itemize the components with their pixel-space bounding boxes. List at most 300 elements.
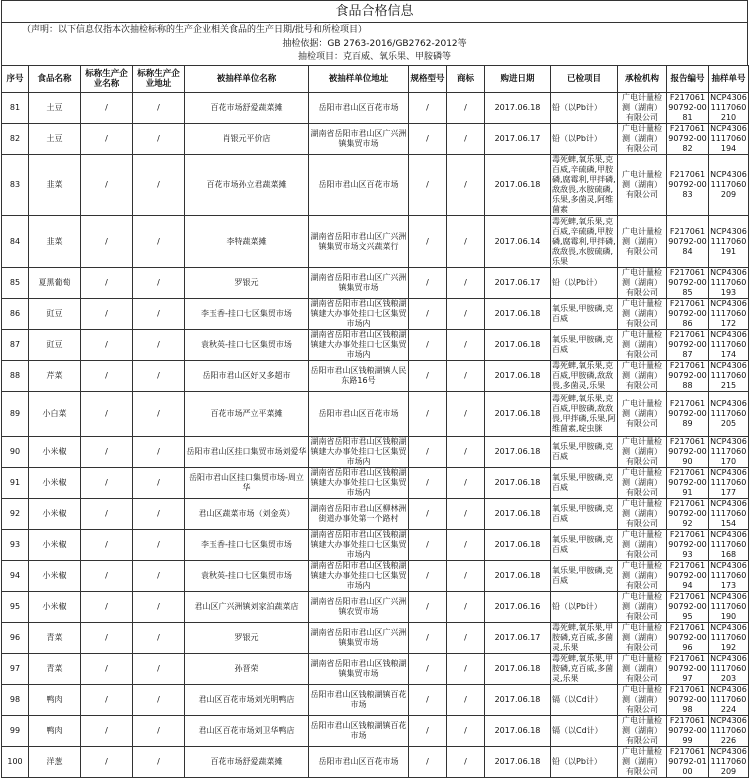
cell-unit: 君山区百花市场刘光明鸭店: [185, 685, 309, 716]
cell-unit-addr: 岳阳市君山区钱粮湖镇百花市场: [309, 716, 409, 747]
cell-mfr-addr: /: [133, 685, 185, 716]
cell-mfr-addr: /: [133, 93, 185, 124]
table-row: [2, 93, 749, 124]
cell-brand: /: [447, 685, 485, 716]
cell-unit: 孙晋荣: [185, 654, 309, 685]
cell-unit-addr: 岳阳市君山区百花市场: [309, 747, 409, 778]
cell-brand: /: [447, 299, 485, 330]
cell-date: 2017.06.18: [485, 299, 551, 330]
cell-report: F21706190792-0092: [668, 499, 707, 528]
cell-brand: /: [447, 268, 485, 299]
cell-food: 土豆: [29, 93, 81, 124]
cell-items: 氧乐果,甲胺磷,克百威: [551, 437, 618, 468]
cell-unit: 岳阳市君山区好又多超市: [185, 361, 309, 392]
cell-unit-addr: 湖南省岳阳市君山区钱粮湖镇建大办事处挂口七区集贸市场内: [310, 330, 407, 359]
cell-brand: /: [447, 216, 485, 268]
cell-sample: NCP43061117060194: [710, 124, 747, 153]
cell-unit-addr: 岳阳市君山区钱粮湖镇百花市场: [309, 685, 409, 716]
table-row: [2, 216, 749, 268]
cell-sample: NCP43061117060173: [710, 561, 747, 590]
cell-sample: NCP43061117060172: [710, 299, 747, 328]
cell-no: 91: [2, 468, 29, 499]
cell-report: F21706190792-0090: [668, 437, 707, 466]
cell-items: 镉（以Cd计）: [551, 685, 618, 716]
col-header: 商标: [447, 66, 485, 93]
cell-lab: 广电计量检测（湖南）有限公司: [618, 268, 667, 299]
cell-items: 铅（以Pb计）: [551, 268, 618, 299]
cell-no: 81: [2, 93, 29, 124]
cell-report: F21706190792-0095: [668, 592, 707, 621]
cell-items: 铅（以Pb计）: [551, 592, 618, 623]
cell-mfr-addr: /: [133, 654, 185, 685]
cell-unit: 袁秋英-挂口七区集贸市场: [185, 330, 309, 361]
cell-no: 94: [2, 561, 29, 592]
cell-unit: 罗银元: [185, 623, 309, 654]
cell-unit-addr: 岳阳市君山区百花市场: [309, 392, 409, 437]
table-row: [2, 654, 749, 685]
cell-mfr: /: [81, 654, 133, 685]
cell-report: F21706190792-0097: [668, 654, 707, 683]
cell-mfr-addr: /: [133, 437, 185, 468]
cell-items: 镉（以Cd计）: [551, 716, 618, 747]
cell-sample: NCP43061117060154: [710, 499, 747, 528]
cell-unit: 李玉香-挂口七区集贸市场: [185, 299, 309, 330]
cell-spec: /: [409, 468, 447, 499]
cell-no: 89: [2, 392, 29, 437]
cell-unit-addr: 湖南省岳阳市君山区柳林洲街道办事处第一个路村: [309, 499, 409, 530]
cell-unit: 袁秋英-挂口七区集贸市场: [185, 561, 309, 592]
cell-unit: 肖银元平价店: [185, 124, 309, 155]
page-title: 食品合格信息: [1, 0, 748, 22]
cell-spec: /: [409, 437, 447, 468]
cell-unit-addr: 湖南省岳阳市君山区钱粮湖镇集贸市场: [309, 654, 409, 685]
cell-mfr: /: [81, 685, 133, 716]
cell-lab: 广电计量检测（湖南）有限公司: [618, 592, 667, 623]
cell-food: 青菜: [29, 623, 81, 654]
cell-mfr-addr: /: [133, 392, 185, 437]
cell-unit-addr: 湖南省岳阳市君山区广兴洲镇集贸市场文兴蔬菜行: [309, 216, 409, 268]
cell-brand: /: [447, 530, 485, 561]
table-row: [2, 499, 749, 530]
cell-lab: 广电计量检测（湖南）有限公司: [618, 747, 667, 778]
cell-date: 2017.06.18: [485, 747, 551, 778]
cell-mfr-addr: /: [133, 747, 185, 778]
cell-date: 2017.06.18: [485, 716, 551, 747]
col-header: 承检机构: [618, 66, 667, 93]
cell-mfr: /: [81, 561, 133, 592]
cell-date: 2017.06.18: [485, 361, 551, 392]
disclaimer-note: （声明：以下信息仅指本次抽检标称的生产企业相关食品的生产日期/批号和所检项目）: [1, 22, 748, 37]
col-header: 被抽样单位名称: [185, 66, 309, 93]
cell-no: 88: [2, 361, 29, 392]
cell-items: 毒死蜱,氧乐果,克百威,辛硫磷,甲胺磷,腐霉利,甲拌磷,敌敌畏,水胺硫磷,乐果,多菌灵,阿维菌素: [552, 155, 616, 214]
table-row: [2, 685, 749, 716]
cell-mfr: /: [81, 268, 133, 299]
cell-sample: NCP43061117060191: [709, 216, 749, 268]
cell-brand: /: [447, 561, 485, 592]
cell-mfr: /: [81, 93, 133, 124]
cell-no: 85: [2, 268, 29, 299]
cell-date: 2017.06.18: [485, 468, 551, 499]
cell-spec: /: [409, 299, 447, 330]
cell-sample: NCP43061117060203: [710, 654, 747, 683]
cell-spec: /: [409, 623, 447, 654]
cell-items: 毒死蜱,氧乐果,克百威,甲胺磷,敌敌畏,多菌灵,乐果: [551, 361, 618, 392]
cell-food: 鸭肉: [29, 685, 81, 716]
cell-lab: 广电计量检测（湖南）有限公司: [618, 530, 667, 561]
cell-sample: NCP43061117060224: [710, 685, 747, 714]
cell-mfr: /: [81, 468, 133, 499]
cell-spec: /: [409, 716, 447, 747]
cell-date: 2017.06.17: [485, 268, 551, 299]
cell-sample: NCP43061117060209: [710, 747, 747, 776]
cell-unit-addr: 岳阳市君山区百花市场: [309, 93, 409, 124]
cell-spec: /: [409, 499, 447, 530]
cell-mfr-addr: /: [133, 468, 185, 499]
cell-report: F21706190792-0099: [668, 716, 707, 745]
cell-unit-addr: 湖南省岳阳市君山区广兴洲镇农贸市场: [309, 592, 409, 623]
cell-spec: /: [409, 93, 447, 124]
cell-food: 小米椒: [29, 592, 81, 623]
table-row: [2, 268, 749, 299]
cell-food: 青菜: [29, 654, 81, 685]
cell-mfr-addr: /: [133, 299, 185, 330]
results-table: [1, 65, 749, 778]
cell-brand: /: [447, 623, 485, 654]
cell-brand: /: [447, 468, 485, 499]
cell-items: 氧乐果,甲胺磷,克百威: [551, 499, 618, 530]
cell-date: 2017.06.17: [485, 124, 551, 155]
cell-lab: 广电计量检测（湖南）有限公司: [618, 330, 667, 361]
cell-unit: 君山区蔬菜市场（刘金英）: [185, 499, 309, 530]
cell-report: F21706190792-0094: [668, 561, 707, 590]
cell-report: F21706190792-0086: [668, 299, 707, 328]
cell-unit-addr: 湖南省岳阳市君山区钱粮湖镇建大办事处挂口七区集贸市场内: [310, 530, 407, 559]
cell-spec: /: [409, 592, 447, 623]
cell-brand: /: [447, 747, 485, 778]
col-header: 标称生产企业名称: [81, 66, 133, 93]
cell-no: 99: [2, 716, 29, 747]
table-row: [2, 747, 749, 778]
cell-brand: /: [447, 716, 485, 747]
cell-mfr: /: [81, 155, 133, 216]
table-row: [2, 155, 749, 216]
cell-date: 2017.06.18: [485, 530, 551, 561]
table-row: [2, 361, 749, 392]
cell-sample: NCP43061117060190: [710, 592, 747, 621]
cell-mfr: /: [81, 623, 133, 654]
cell-items: 氧乐果,甲胺磷,克百威: [551, 330, 618, 361]
cell-mfr-addr: /: [133, 530, 185, 561]
cell-brand: /: [447, 93, 485, 124]
cell-unit: 李特蔬菜摊: [185, 216, 309, 268]
document: [1, 0, 748, 776]
col-header: 食品名称: [29, 66, 81, 93]
cell-sample: NCP43061117060226: [710, 716, 747, 745]
cell-food: 小米椒: [29, 437, 81, 468]
cell-date: 2017.06.18: [485, 155, 551, 216]
table-row: [2, 561, 749, 592]
cell-lab: 广电计量检测（湖南）有限公司: [618, 437, 667, 468]
cell-spec: /: [409, 216, 447, 268]
cell-no: 87: [2, 330, 29, 361]
cell-mfr-addr: /: [133, 499, 185, 530]
cell-items: 铅（以Pb计）: [551, 93, 618, 124]
cell-no: 98: [2, 685, 29, 716]
cell-mfr-addr: /: [133, 716, 185, 747]
cell-unit-addr: 湖南省岳阳市君山区钱粮湖镇建大办事处挂口七区集贸市场内: [310, 468, 407, 497]
cell-brand: /: [447, 499, 485, 530]
cell-food: 韭菜: [29, 216, 81, 268]
cell-lab: 广电计量检测（湖南）有限公司: [618, 654, 667, 685]
cell-mfr-addr: /: [133, 561, 185, 592]
cell-unit: 李玉香-挂口七区集贸市场: [185, 530, 309, 561]
cell-sample: NCP43061117060192: [710, 623, 747, 652]
cell-lab: 广电计量检测（湖南）有限公司: [618, 361, 667, 392]
cell-spec: /: [409, 747, 447, 778]
cell-sample: NCP43061117060215: [710, 361, 747, 390]
cell-report: F21706190792-0087: [668, 330, 707, 359]
cell-mfr-addr: /: [133, 268, 185, 299]
cell-items: 铅（以Pb计）: [551, 124, 618, 155]
cell-unit-addr: 湖南省岳阳市君山区广兴洲镇集贸市场: [309, 268, 409, 299]
cell-unit-addr: 湖南省岳阳市君山区广兴洲镇集贸市场: [309, 623, 409, 654]
cell-sample: NCP43061117060177: [710, 468, 747, 497]
col-header: 抽样单号: [709, 66, 749, 93]
cell-unit: 百花市场舒爱蔬菜摊: [185, 747, 309, 778]
cell-lab: 广电计量检测（湖南）有限公司: [618, 155, 667, 216]
cell-no: 83: [2, 155, 29, 216]
table-row: [2, 299, 749, 330]
cell-unit: 君山区百花市场刘卫华鸭店: [185, 716, 309, 747]
cell-date: 2017.06.18: [485, 93, 551, 124]
cell-sample: NCP43061117060170: [710, 437, 747, 466]
cell-food: 小米椒: [29, 499, 81, 530]
cell-no: 82: [2, 124, 29, 155]
cell-spec: /: [409, 155, 447, 216]
cell-no: 84: [2, 216, 29, 268]
cell-sample: NCP43061117060174: [710, 330, 747, 359]
cell-date: 2017.06.18: [485, 499, 551, 530]
cell-no: 97: [2, 654, 29, 685]
cell-mfr-addr: /: [133, 216, 185, 268]
cell-items: 毒死蜱,氧乐果,甲胺磷,克百威,多菌灵,乐果: [551, 623, 618, 654]
cell-no: 96: [2, 623, 29, 654]
cell-brand: /: [447, 124, 485, 155]
cell-unit: 百花市场舒爱蔬菜摊: [185, 93, 309, 124]
inspection-basis: 抽检依据：GB 2763-2016/GB2762-2012等: [1, 37, 748, 51]
inspection-items: 抽检项目：克百威、氧乐果、甲胺磷等: [1, 51, 748, 65]
cell-no: 90: [2, 437, 29, 468]
cell-mfr: /: [81, 330, 133, 361]
cell-report: F21706190792-0091: [668, 468, 707, 497]
cell-brand: /: [447, 392, 485, 437]
cell-items: 氧乐果,甲胺磷,克百威: [551, 299, 618, 330]
cell-date: 2017.06.18: [485, 561, 551, 592]
cell-mfr: /: [81, 592, 133, 623]
cell-unit: 岳阳市君山区挂口集贸市场-周立华: [185, 468, 309, 499]
col-header: 标称生产企业地址: [133, 66, 185, 93]
table-row: [2, 592, 749, 623]
cell-brand: /: [447, 361, 485, 392]
cell-sample: NCP43061117060193: [710, 268, 747, 297]
cell-food: 小米椒: [29, 530, 81, 561]
cell-lab: 广电计量检测（湖南）有限公司: [618, 623, 667, 654]
cell-items: 毒死蜱,氧乐果,甲胺磷,克百威,多菌灵,乐果: [551, 654, 618, 685]
cell-lab: 广电计量检测（湖南）有限公司: [618, 124, 667, 155]
cell-sample: NCP43061117060205: [709, 392, 749, 437]
cell-no: 86: [2, 299, 29, 330]
cell-spec: /: [409, 392, 447, 437]
cell-spec: /: [409, 124, 447, 155]
cell-food: 豇豆: [29, 299, 81, 330]
cell-mfr-addr: /: [133, 124, 185, 155]
cell-food: 韭菜: [29, 155, 81, 216]
cell-report: F21706190792-0089: [667, 392, 709, 437]
cell-items: 铅（以Pb计）: [551, 747, 618, 778]
col-header: 规格型号: [409, 66, 447, 93]
cell-lab: 广电计量检测（湖南）有限公司: [618, 299, 667, 330]
cell-date: 2017.06.18: [485, 685, 551, 716]
cell-report: F21706190792-0096: [668, 623, 707, 652]
cell-date: 2017.06.18: [485, 392, 551, 437]
cell-mfr-addr: /: [133, 330, 185, 361]
cell-mfr-addr: /: [133, 592, 185, 623]
cell-brand: /: [447, 330, 485, 361]
cell-lab: 广电计量检测（湖南）有限公司: [618, 93, 667, 124]
cell-lab: 广电计量检测（湖南）有限公司: [618, 392, 667, 437]
cell-mfr: /: [81, 216, 133, 268]
cell-unit: 罗银元: [185, 268, 309, 299]
cell-spec: /: [409, 685, 447, 716]
cell-unit: 百花市场孙立君蔬菜摊: [185, 155, 309, 216]
col-header: 购进日期: [485, 66, 551, 93]
cell-items: 氧乐果,甲胺磷,克百威: [551, 468, 618, 499]
cell-lab: 广电计量检测（湖南）有限公司: [618, 468, 667, 499]
cell-food: 土豆: [29, 124, 81, 155]
cell-date: 2017.06.16: [485, 592, 551, 623]
cell-lab: 广电计量检测（湖南）有限公司: [618, 499, 667, 530]
cell-mfr: /: [81, 716, 133, 747]
col-header: 被抽样单位地址: [309, 66, 409, 93]
cell-mfr: /: [81, 530, 133, 561]
cell-mfr: /: [81, 124, 133, 155]
cell-items: 毒死蜱,氧乐果,克百威,甲胺磷,敌敌畏,甲拌磷,乐果,阿维菌素,啶虫脒: [551, 392, 618, 437]
table-row: [2, 468, 749, 499]
cell-unit-addr: 湖南省岳阳市君山区钱粮湖镇建大办事处挂口七区集贸市场内: [310, 561, 407, 590]
col-header: 序号: [2, 66, 29, 93]
cell-mfr: /: [81, 499, 133, 530]
cell-sample: NCP43061117060210: [710, 93, 747, 122]
cell-report: F21706190792-0084: [667, 216, 709, 268]
cell-no: 100: [2, 747, 29, 778]
cell-spec: /: [409, 330, 447, 361]
cell-lab: 广电计量检测（湖南）有限公司: [618, 216, 667, 268]
table-row: [2, 124, 749, 155]
cell-mfr-addr: /: [133, 623, 185, 654]
cell-brand: /: [447, 592, 485, 623]
table-row: [2, 330, 749, 361]
cell-report: F21706190792-0088: [668, 361, 707, 390]
cell-spec: /: [409, 561, 447, 592]
cell-food: 豇豆: [29, 330, 81, 361]
cell-mfr: /: [81, 299, 133, 330]
cell-items: 氧乐果,甲胺磷,克百威: [551, 530, 618, 561]
cell-mfr: /: [81, 747, 133, 778]
cell-items: 氧乐果,甲胺磷,克百威: [551, 561, 618, 592]
cell-report: F21706190792-0082: [668, 124, 707, 153]
cell-report: F21706190792-0083: [667, 155, 709, 216]
cell-brand: /: [447, 155, 485, 216]
cell-unit: 君山区广兴洲镇刘家泊蔬菜店: [185, 592, 309, 623]
cell-spec: /: [409, 268, 447, 299]
cell-date: 2017.06.18: [485, 437, 551, 468]
cell-food: 洋葱: [29, 747, 81, 778]
cell-unit-addr: 岳阳市君山区钱粮湖镇人民东路16号: [309, 361, 409, 392]
col-header: 报告编号: [667, 66, 709, 93]
cell-report: F21706190792-0085: [668, 268, 707, 297]
cell-unit: 岳阳市君山区挂口集贸市场刘爱华: [185, 437, 309, 468]
cell-lab: 广电计量检测（湖南）有限公司: [618, 685, 667, 716]
cell-unit-addr: 湖南省岳阳市君山区钱粮湖镇建大办事处挂口七区集贸市场内: [310, 437, 407, 466]
cell-brand: /: [447, 654, 485, 685]
cell-report: F21706190792-0100: [668, 747, 707, 776]
cell-mfr: /: [81, 437, 133, 468]
col-header: 已检项目: [551, 66, 618, 93]
cell-spec: /: [409, 530, 447, 561]
cell-sample: NCP43061117060209: [709, 155, 749, 216]
table-row: [2, 392, 749, 437]
cell-report: F21706190792-0081: [668, 93, 707, 122]
cell-food: 鸭肉: [29, 716, 81, 747]
cell-date: 2017.06.18: [485, 654, 551, 685]
cell-food: 夏黑葡萄: [29, 268, 81, 299]
cell-mfr: /: [81, 392, 133, 437]
table-row: [2, 716, 749, 747]
table-header-row: [2, 66, 749, 93]
cell-unit-addr: 岳阳市君山区百花市场: [309, 155, 409, 216]
cell-lab: 广电计量检测（湖南）有限公司: [618, 716, 667, 747]
cell-date: 2017.06.18: [485, 330, 551, 361]
cell-no: 92: [2, 499, 29, 530]
cell-unit-addr: 湖南省岳阳市君山区广兴洲镇集贸市场: [309, 124, 409, 155]
cell-sample: NCP43061117060168: [710, 530, 747, 559]
cell-food: 小米椒: [29, 561, 81, 592]
table-row: [2, 530, 749, 561]
cell-no: 95: [2, 592, 29, 623]
cell-date: 2017.06.17: [485, 623, 551, 654]
cell-food: 小米椒: [29, 468, 81, 499]
cell-mfr-addr: /: [133, 361, 185, 392]
cell-unit: 百花市场严立平菜摊: [185, 392, 309, 437]
cell-spec: /: [409, 654, 447, 685]
cell-unit-addr: 湖南省岳阳市君山区钱粮湖镇建大办事处挂口七区集贸市场内: [310, 299, 407, 328]
cell-mfr: /: [81, 361, 133, 392]
cell-brand: /: [447, 437, 485, 468]
cell-report: F21706190792-0098: [668, 685, 707, 714]
cell-no: 93: [2, 530, 29, 561]
table-row: [2, 623, 749, 654]
cell-report: F21706190792-0093: [668, 530, 707, 559]
cell-food: 芹菜: [29, 361, 81, 392]
cell-items: 毒死蜱,氧乐果,克百威,辛硫磷,甲胺磷,腐霉利,甲拌磷,敌敌畏,水胺硫磷,乐果: [552, 216, 616, 266]
cell-spec: /: [409, 361, 447, 392]
table-row: [2, 437, 749, 468]
cell-lab: 广电计量检测（湖南）有限公司: [618, 561, 667, 592]
cell-date: 2017.06.14: [485, 216, 551, 268]
cell-mfr-addr: /: [133, 155, 185, 216]
cell-food: 小白菜: [29, 392, 81, 437]
